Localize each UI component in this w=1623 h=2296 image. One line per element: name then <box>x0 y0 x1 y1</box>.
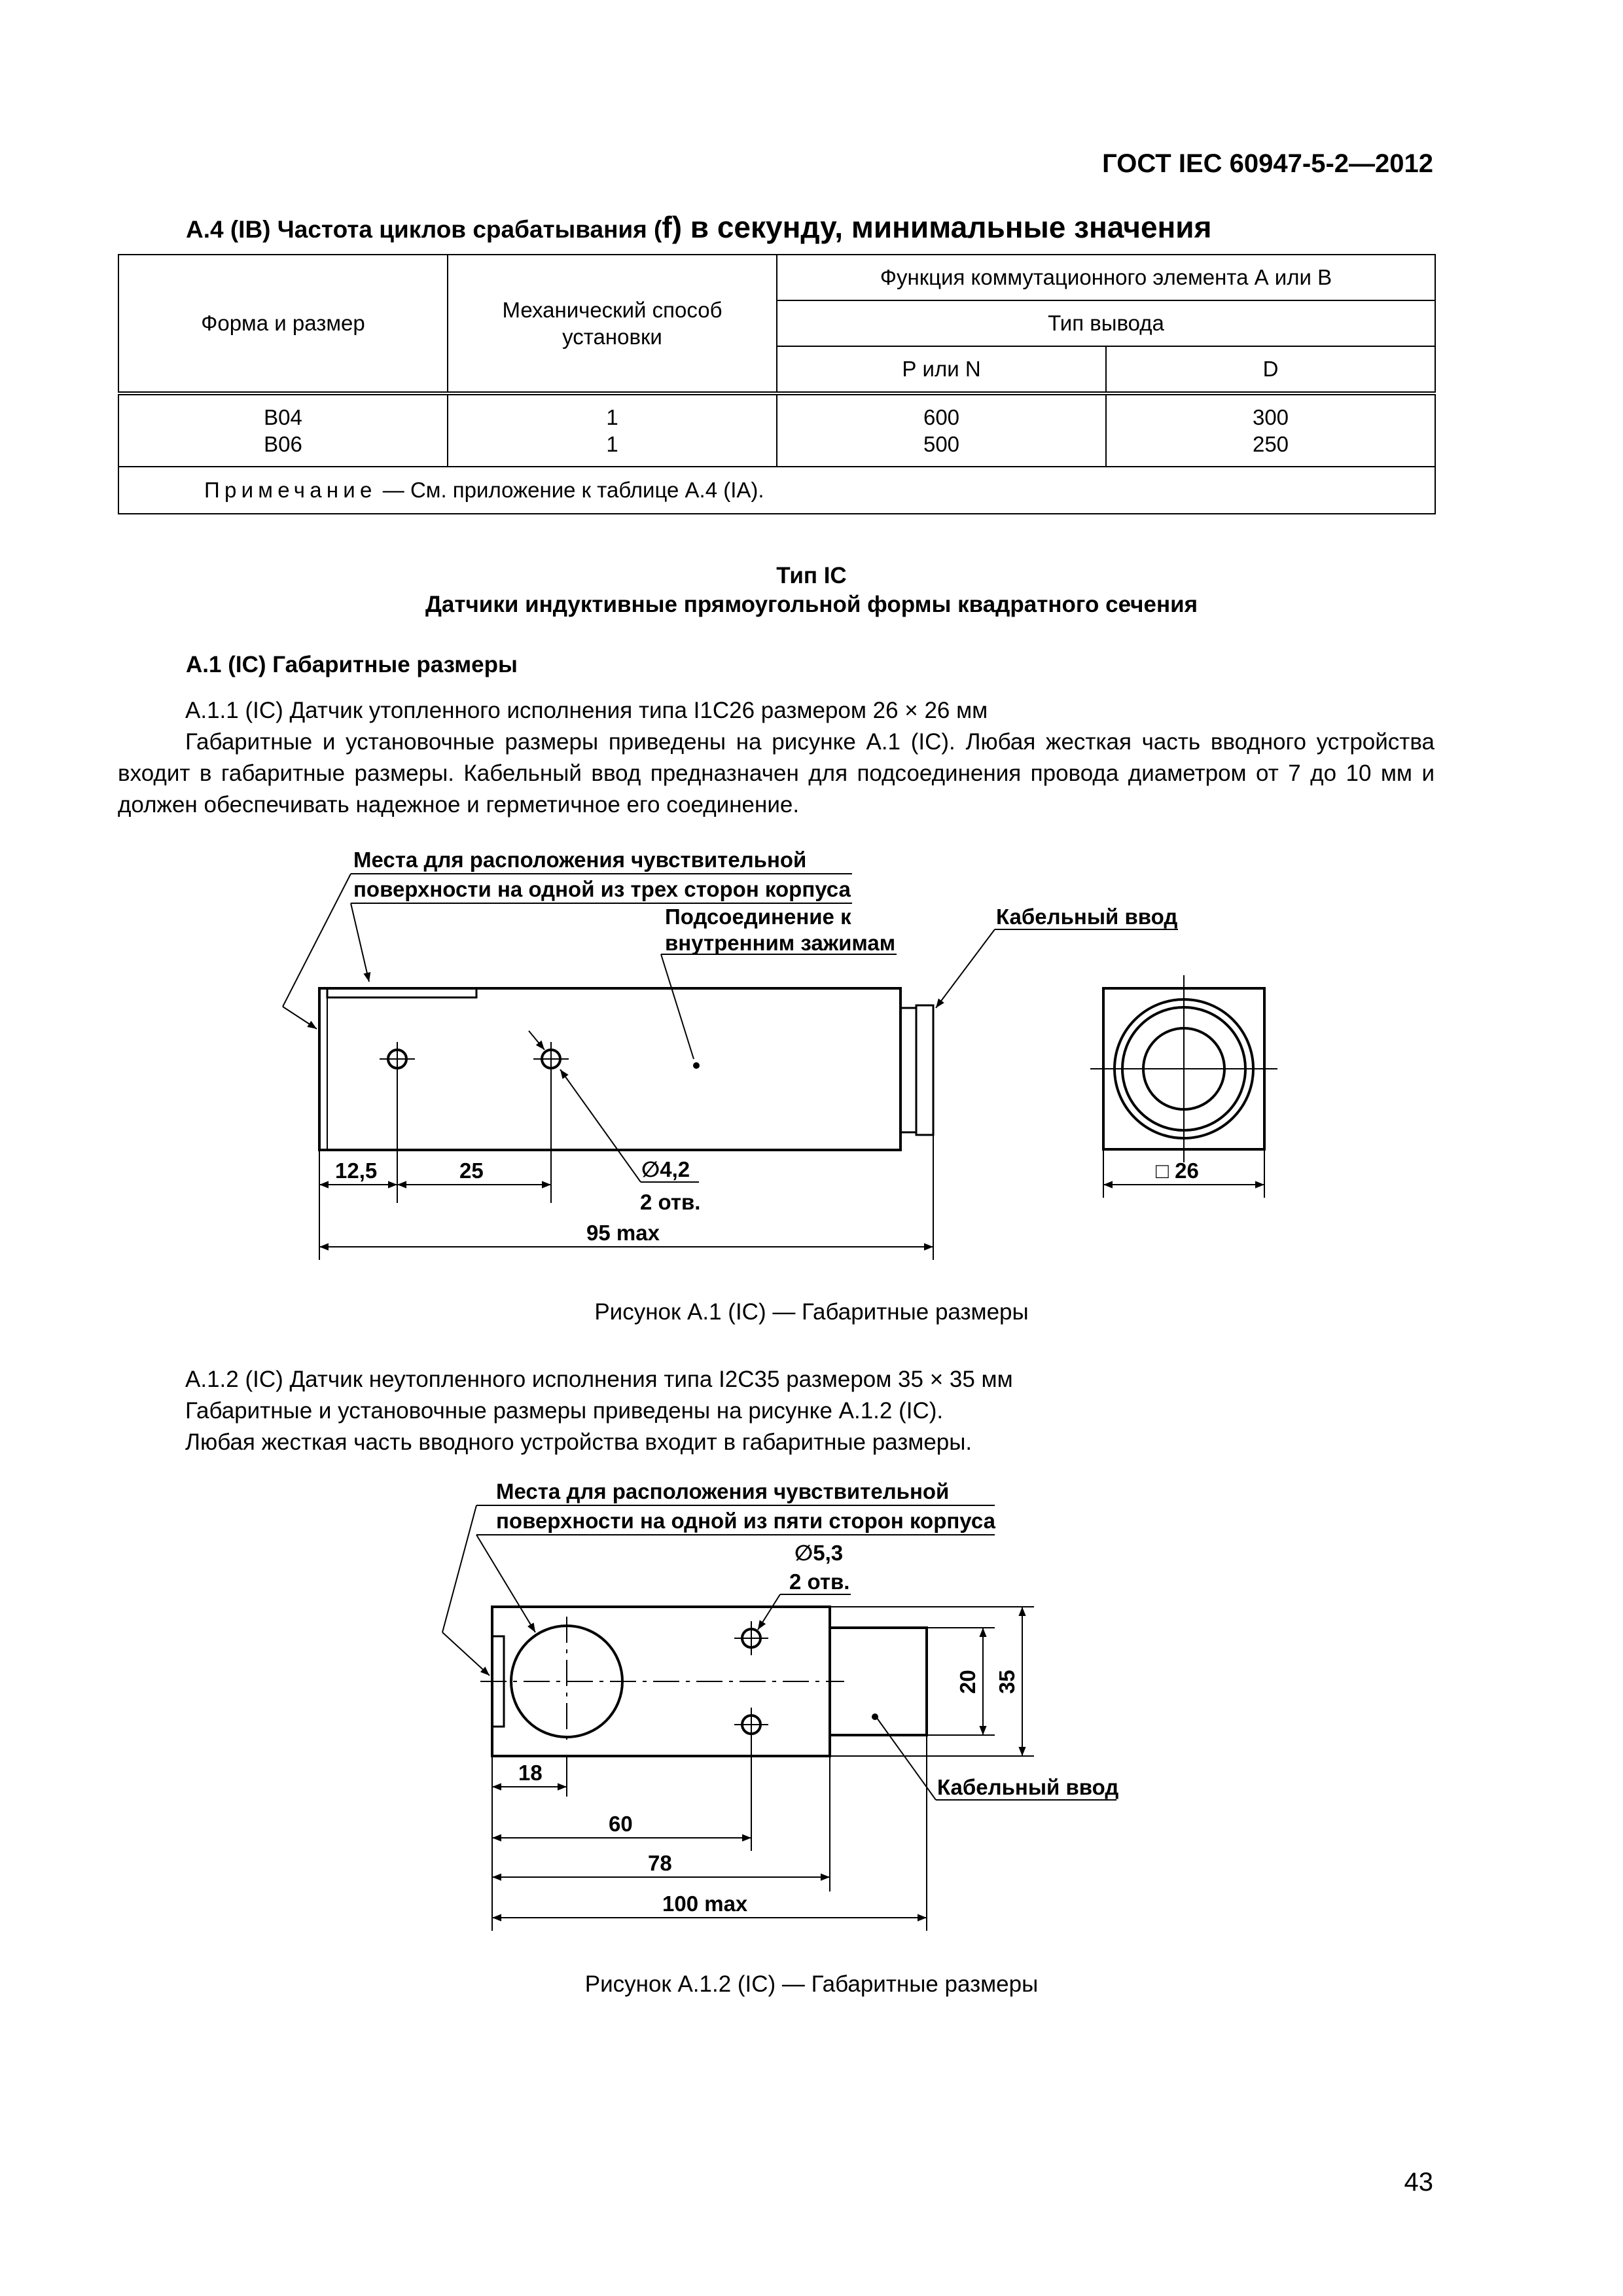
fig1-label-terminal-2: внутренним зажимам <box>665 931 896 955</box>
paragraph-line: А.1.2 (IC) Датчик неутопленного исполнения типа I2C35 размером 35 × 35 мм <box>185 1367 1013 1392</box>
header-pn: Р или N <box>777 346 1106 393</box>
fig2-label-sensing-1: Места для расположения чувствительной <box>496 1479 950 1503</box>
paragraph-line: Любая жесткая часть вводного устройства входит в габаритные размеры. <box>185 1429 972 1455</box>
header-mount: Механический способ установки <box>448 255 777 393</box>
fig1-dim-holes-count: 2 отв. <box>640 1190 701 1214</box>
table-row: 600 <box>923 404 960 429</box>
table-cell-pn <box>777 393 1106 467</box>
figure-a1-caption: Рисунок А.1 (IC) — Габаритные размеры <box>594 1299 1029 1325</box>
figure-a12-drawing <box>0 1466 1623 1950</box>
fig2-dim-78: 78 <box>648 1851 672 1875</box>
figure-a1-drawing <box>0 818 1623 1276</box>
table-row: 1 <box>606 404 618 429</box>
table-title-pre: А.4 (IB) Частота циклов срабатывания ( <box>186 216 662 243</box>
paragraph-line: А.1.1 (IC) Датчик утопленного исполнения типа I1C26 размером 26 × 26 мм <box>185 698 988 723</box>
note-label: Примечание <box>204 478 377 503</box>
note-text: — См. приложение к таблице А.4 (IA). <box>376 478 764 503</box>
fig2-label-sensing-2: поверхности на одной из пяти сторон корпуса <box>496 1509 995 1533</box>
type-subtitle: Датчики индуктивные прямоугольной формы квадратного сечения <box>425 592 1198 617</box>
section-heading: А.1 (IC) Габаритные размеры <box>186 652 518 677</box>
fig1-label-sensing-1: Места для расположения чувствительной <box>353 848 807 872</box>
table-cell-d <box>1106 393 1435 467</box>
fig1-label-cable: Кабельный ввод <box>996 905 1178 929</box>
fig2-label-cable: Кабельный ввод <box>937 1775 1119 1799</box>
header-output-type: Тип вывода <box>777 300 1435 346</box>
fig2-dim-holes-count: 2 отв. <box>789 1570 850 1594</box>
type-title: Тип IC <box>776 563 847 588</box>
fig2-dim-20: 20 <box>955 1670 980 1694</box>
fig2-dim-18: 18 <box>518 1761 543 1785</box>
fig1-label-terminal-1: Подсоединение к <box>665 905 851 929</box>
table-row: В06 <box>264 432 302 456</box>
fig2-dim-35: 35 <box>995 1670 1019 1694</box>
sensor-body <box>319 988 901 1150</box>
page-number: 43 <box>1404 2168 1433 2197</box>
paragraph-line: Габаритные и установочные размеры приведены на рисунке А.1.2 (IC). <box>185 1398 944 1424</box>
table-row: 500 <box>923 432 960 456</box>
header-shape: Форма и размер <box>118 255 448 393</box>
table-row: 250 <box>1252 432 1289 456</box>
table-title-f: f <box>662 210 672 244</box>
paragraph-a12 <box>118 1364 1435 1458</box>
table-note <box>118 467 1435 514</box>
table-title <box>186 209 1211 245</box>
frequency-table <box>118 254 1436 514</box>
fig2-dim-60: 60 <box>609 1812 633 1836</box>
fig2-dim-total: 100 max <box>662 1892 748 1916</box>
document-code: ГОСТ IEC 60947-5-2—2012 <box>1102 149 1433 178</box>
table-cell-mount <box>448 393 777 467</box>
table-title-post: ) в секунду, минимальные значения <box>671 210 1212 244</box>
fig1-dim-hole: ∅4,2 <box>641 1157 690 1181</box>
fig2-dim-hole: ∅5,3 <box>794 1541 844 1565</box>
table-row: В04 <box>264 404 302 429</box>
table-row: 1 <box>606 432 618 456</box>
fig1-dim-square: □ 26 <box>1156 1158 1199 1183</box>
header-function: Функция коммутационного элемента А или В <box>777 255 1435 300</box>
fig1-label-sensing-2: поверхности на одной из трех сторон корпуса <box>353 877 851 901</box>
paragraph-a11 <box>118 695 1435 821</box>
table-cell-shape <box>118 393 448 467</box>
fig1-dim-total: 95 max <box>586 1221 660 1245</box>
figure-a12-caption: Рисунок А.1.2 (IC) — Габаритные размеры <box>584 1971 1039 1997</box>
header-d: D <box>1106 346 1435 393</box>
table-row: 300 <box>1252 404 1289 429</box>
fig1-dim-25: 25 <box>459 1158 484 1183</box>
fig1-dim-12-5: 12,5 <box>335 1158 378 1183</box>
paragraph-line: Габаритные и установочные размеры приведены на рисунке А.1 (IC). Любая жесткая часть вводного устройства входит в габаритные размеры. Кабельный ввод предназначен для подсоединения провода диаметром от 7 до 10 мм и должен обеспечивать надежное и герметичное его соединение. <box>118 729 1435 817</box>
